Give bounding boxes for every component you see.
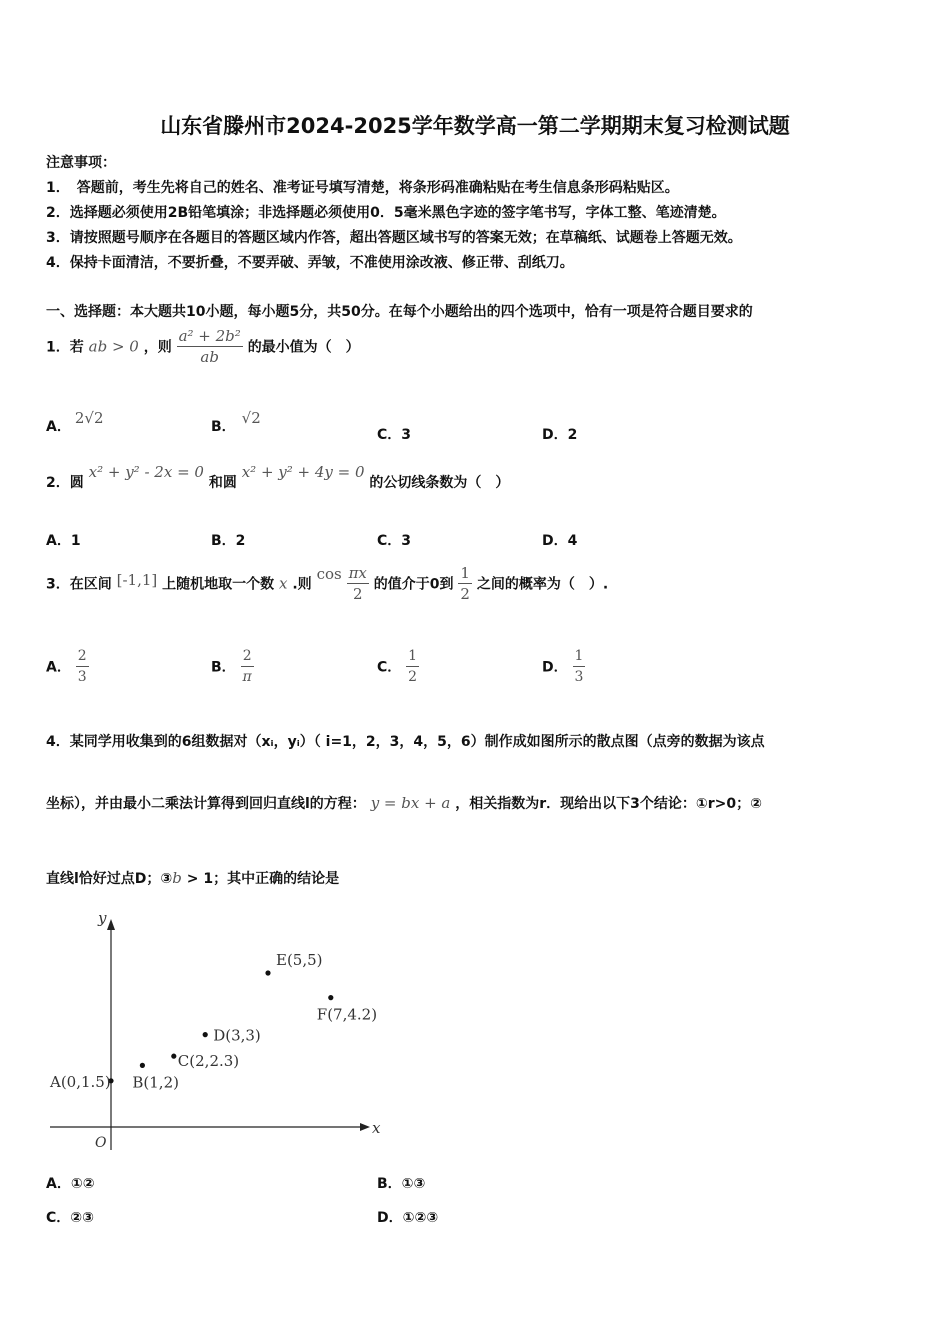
q3-var: x: [279, 574, 288, 593]
q3-option-c-den: 2: [408, 669, 418, 685]
q4-b-hat: b: [172, 869, 182, 887]
q3-option-a[interactable]: [46, 646, 89, 687]
q3-half-num: 1: [460, 564, 470, 582]
q2-tail: 的公切线条数为（ ）: [369, 475, 510, 491]
notice-item-4: 4．保持卡面清洁，不要折叠，不要弄破、弄皱，不准使用涂改液、修正带、刮纸刀。: [46, 255, 574, 271]
notice-heading: 注意事项：: [46, 155, 116, 171]
q1-frac-num: a² + 2b²: [178, 327, 241, 345]
q2-option-a[interactable]: A．1: [46, 533, 81, 549]
q2-num: 2．圆: [46, 475, 84, 491]
q1-option-b-label: B．: [211, 419, 236, 435]
q3-tail: 之间的概率为（ ）.: [476, 576, 609, 593]
q3-option-d-label: D．: [542, 659, 568, 676]
q3-cos: cos: [316, 564, 342, 583]
question-1: [46, 326, 360, 367]
scatter-point: [265, 970, 270, 975]
x-axis-arrow: [360, 1123, 370, 1131]
q1-option-b-value: √2: [241, 409, 261, 427]
q1-option-a-value: 2√2: [74, 409, 104, 427]
q4-line-1: 4．某同学用收集到的6组数据对（xᵢ，yᵢ）（ i=1，2，3，4，5，6）制作成如图所示的散点图（点旁的数据为该点: [46, 734, 765, 750]
q1-condition: ab > 0: [88, 337, 139, 356]
q1-option-a-label: A．: [46, 419, 71, 435]
q3-option-b-frac: [241, 646, 254, 687]
page-title: 山东省滕州市2024-2025学年数学高一第二学期期末复习检测试题: [160, 114, 790, 138]
q3-option-d-den: 3: [574, 669, 584, 685]
scatter-point-label: C(2,2.3): [177, 1052, 240, 1071]
q3-cos-fraction: [347, 563, 369, 604]
q4-line-2a: 坐标），并由最小二乘法计算得到回归直线l的方程：: [46, 796, 366, 812]
q3-option-c-label: C．: [377, 659, 402, 676]
q1-frac-den: ab: [200, 348, 219, 366]
q3-option-c-frac: [406, 646, 419, 687]
x-axis-label: x: [372, 1119, 381, 1137]
origin-label: O: [95, 1135, 107, 1151]
q3-option-a-num: 2: [76, 646, 89, 667]
q1-option-b[interactable]: [211, 409, 261, 436]
q2-eq1: x² + y² - 2x = 0: [88, 463, 204, 481]
q3-cos-num: πx: [348, 564, 367, 582]
scatter-point: [140, 1063, 145, 1068]
q3-num: 3．在区间: [46, 576, 112, 593]
y-axis-arrow: [107, 919, 115, 930]
notice-item-1: 1． 答题前，考生先将自己的姓名、准考证号填写清楚，将条形码准确粘贴在考生信息条形码粘贴区。: [46, 180, 679, 196]
q4-option-a[interactable]: A．①②: [46, 1176, 95, 1192]
scatter-point-label: D(3,3): [213, 1026, 261, 1045]
question-2: [46, 463, 510, 492]
q4-line-3: [46, 868, 339, 888]
q4-option-b[interactable]: B．①③: [377, 1176, 426, 1192]
q3-option-d-frac: [573, 646, 586, 687]
q3-option-b-label: B．: [211, 659, 236, 676]
q4-option-c[interactable]: C．②③: [46, 1210, 94, 1226]
q3-mid1: 上随机地取一个数: [162, 576, 275, 593]
q3-interval: [-1,1]: [116, 570, 158, 589]
q1-option-a[interactable]: [46, 409, 104, 436]
q3-option-c-num: 1: [406, 646, 419, 667]
notice-item-2: 2．选择题必须使用2B铅笔填涂；非选择题必须使用0．5毫米黑色字迹的签字笔书写，字体工整、笔迹清楚。: [46, 205, 726, 221]
q3-option-a-label: A．: [46, 659, 71, 676]
notice-item-3: 3．请按照题号顺序在各题目的答题区域内作答，超出答题区域书写的答案无效；在草稿纸、试题卷上答题无效。: [46, 230, 742, 246]
section-heading: 一、选择题：本大题共10小题，每小题5分，共50分。在每个小题给出的四个选项中，恰有一项是符合题目要求的: [46, 304, 753, 320]
q3-option-a-frac: [76, 646, 89, 687]
scatter-point-label: B(1,2): [132, 1073, 179, 1092]
scatter-point: [203, 1032, 208, 1037]
q1-option-c[interactable]: C．3: [377, 427, 412, 443]
q1-option-d[interactable]: D．2: [542, 427, 578, 443]
q3-mid3: 的值介于0到: [373, 576, 454, 593]
q4-line-2: [46, 793, 762, 813]
q3-mid2: .则: [292, 576, 312, 593]
question-3: [46, 563, 608, 604]
q2-option-c[interactable]: C．3: [377, 533, 412, 549]
q3-option-d-num: 1: [573, 646, 586, 667]
q2-option-d[interactable]: D．4: [542, 533, 578, 549]
q1-tail: 的最小值为（ ）: [247, 339, 360, 356]
q3-option-b-den: π: [242, 669, 252, 685]
scatter-plot: [40, 905, 400, 1165]
q4-equation: y = bx + a: [370, 794, 451, 812]
q2-mid: 和圆: [208, 475, 237, 491]
q3-option-c[interactable]: [377, 646, 419, 687]
q4-option-d[interactable]: D．①②③: [377, 1210, 439, 1226]
scatter-point-label: A(0,1.5): [50, 1072, 111, 1091]
scatter-point-label: F(7,4.2): [316, 1005, 378, 1024]
q3-option-b-num: 2: [241, 646, 254, 667]
scatter-point-label: E(5,5): [276, 951, 323, 969]
q1-fraction: [177, 326, 243, 367]
q4-line-3a: 直线l恰好过点D；③: [46, 871, 173, 887]
q3-half-fraction: [458, 563, 472, 604]
q3-option-a-den: 3: [77, 669, 87, 685]
q4-line-2b: ，相关指数为r．现给出以下3个结论：①r>0；②: [455, 796, 762, 812]
q2-eq2: x² + y² + 4y = 0: [241, 463, 365, 481]
scatter-point: [328, 995, 333, 1000]
q3-option-d[interactable]: [542, 646, 585, 687]
q4-line-3b: > 1；其中正确的结论是: [181, 871, 340, 887]
q3-option-b[interactable]: [211, 646, 254, 687]
q3-cos-den: 2: [352, 585, 363, 603]
y-axis-label: y: [98, 909, 107, 927]
scatter-points: [49, 951, 377, 1091]
scatter-point: [171, 1054, 176, 1059]
q1-num: 1．若: [46, 339, 84, 356]
q1-mid: ，则: [143, 339, 172, 356]
q3-half-den: 2: [460, 585, 470, 603]
q2-option-b[interactable]: B．2: [211, 533, 246, 549]
